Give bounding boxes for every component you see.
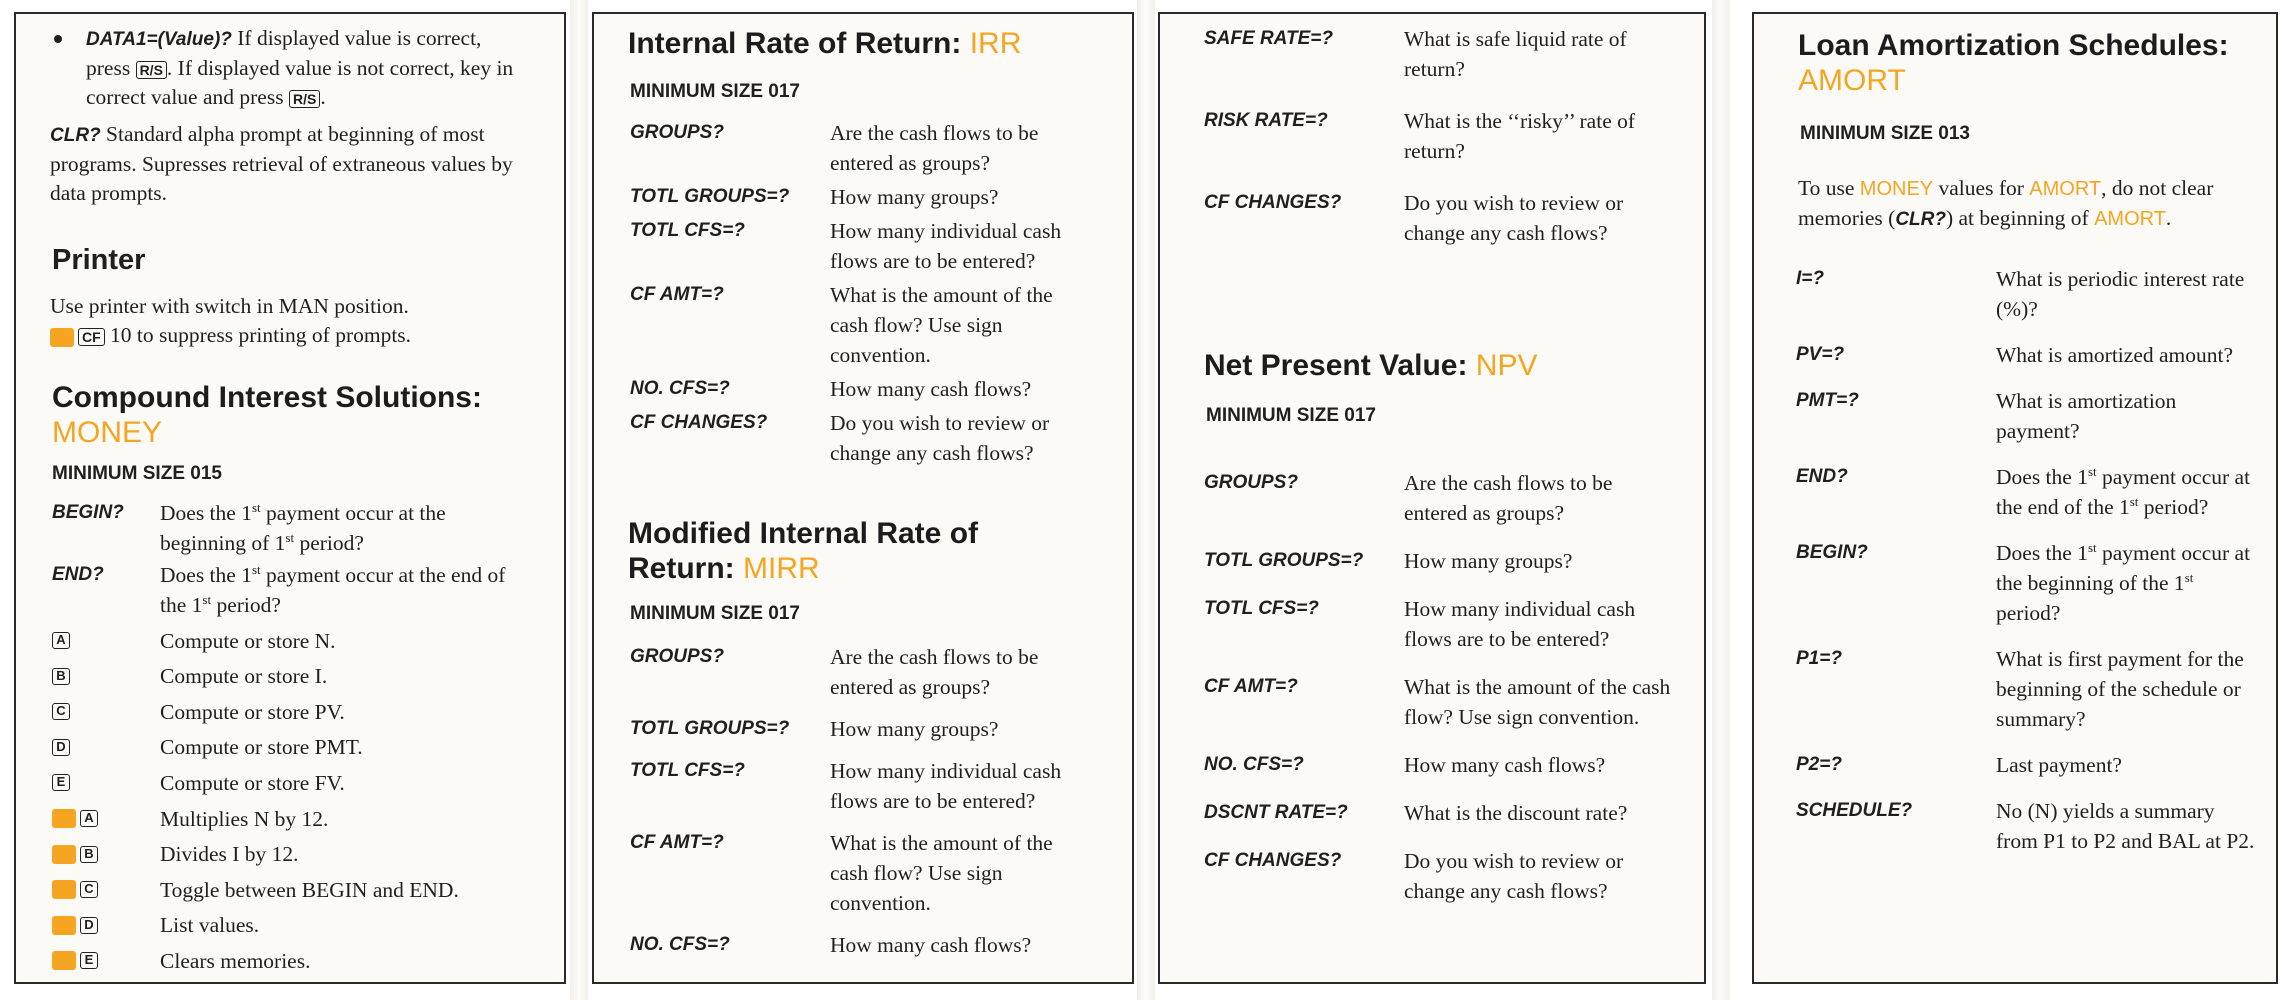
panel-money [14,12,566,984]
npv-table [1204,468,1694,906]
irr-desc: What is the amount of the cash flow? Use sign convention. [830,283,1053,367]
clr-text: Standard alpha prompt at beginning of most programs. Supresses retrieval of extraneous values by data prompts. [50,122,513,205]
data1-block [50,24,520,208]
compound-accent: MONEY [52,416,163,449]
amort-label: P2=? [1796,754,1842,775]
amort-desc: Does the 1st payment occur at the beginning of the 1st period? [1996,539,2251,625]
npv-label: CF AMT=? [1204,676,1298,697]
irr-label: GROUPS? [630,122,724,143]
npv-row [1204,468,1694,528]
irr-minsize: MINIMUM SIZE 017 [630,81,800,102]
panel-amort [1752,12,2278,984]
npv-label: GROUPS? [1204,472,1298,493]
key-cell [52,732,160,762]
key-cell [52,768,160,798]
irr-label: NO. CFS=? [630,378,730,399]
irr-label: CF CHANGES? [630,412,768,433]
npv-minsize: MINIMUM SIZE 017 [1206,405,1376,426]
rs-key-icon: R/S [136,61,167,79]
mirr-minsize: MINIMUM SIZE 017 [630,603,800,624]
key-a-icon: A [80,810,98,827]
npv-label: TOTL CFS=? [1204,598,1319,619]
begin-desc: Does the 1st payment occur at the beginning of 1st period? [160,499,446,555]
irr-row [630,216,1130,276]
mirr-desc: How many individual cash flows are to be entered? [830,759,1062,813]
amort-label: I=? [1796,268,1824,289]
npv-label: CF CHANGES? [1204,850,1342,871]
key-row [52,875,542,905]
clr-paragraph [50,120,520,208]
mirr-row [630,930,1130,960]
irr-desc: How many cash flows? [830,377,1032,401]
shift-key-icon [52,916,76,935]
irr-row [630,408,1130,468]
irr-heading [628,26,1021,61]
mirr-heading [628,516,1108,586]
amort-intro: To use MONEY values for AMORT, do not clear memories (CLR?) at beginning of AMORT. [1798,176,2214,230]
npv-desc: How many groups? [1404,549,1573,573]
shift-key-icon [52,951,76,970]
amort-heading [1798,28,2268,98]
key-desc: Clears memories. [160,948,311,973]
amort-desc: What is first payment for the beginning of the schedule or summary? [1996,647,2244,731]
key-desc: Compute or store PV. [160,699,345,724]
begin-row [52,498,542,558]
amort-accent: AMORT [1798,64,1906,97]
key-row [52,732,542,762]
p3-row [1204,24,1694,84]
amort-minsize: MINIMUM SIZE 013 [1800,123,1970,144]
npv-accent: NPV [1475,349,1538,382]
amort-label: PMT=? [1796,390,1859,411]
key-row [52,697,542,727]
key-c-icon: C [52,703,70,720]
key-desc: List values. [160,913,260,938]
npv-row [1204,594,1694,654]
amort-row [1796,386,2266,446]
mirr-row [630,828,1130,918]
irr-row [630,182,1130,212]
mirr-continued-table [1204,24,1694,248]
amort-row [1796,750,2266,780]
key-cell [52,910,160,940]
p3-row [1204,188,1694,248]
fold-3 [1712,0,1730,1000]
shift-key-icon [52,880,76,899]
printer-text-2: 10 to suppress printing of prompts. [110,323,412,347]
amort-desc: What is amortized amount? [1996,343,2234,367]
amort-label: SCHEDULE? [1796,800,1913,821]
amort-table [1796,264,2266,856]
panel-npv [1158,12,1706,984]
amort-row [1796,538,2266,628]
irr-desc: How many groups? [830,185,999,209]
key-desc: Multiplies N by 12. [160,806,329,831]
mirr-table [630,642,1130,960]
npv-row [1204,546,1694,576]
end-desc: Does the 1st payment occur at the end of the 1st period? [160,561,506,617]
bullet-icon [54,35,62,43]
amort-title: Loan Amortization Schedules: [1798,29,2229,62]
key-e-icon: E [52,774,70,791]
cf-key-icon: CF [78,328,105,346]
key-cell [52,626,160,656]
key-d-icon: D [52,739,70,756]
key-a-icon: A [52,632,70,649]
money-table [52,498,542,976]
npv-desc: What is the discount rate? [1404,801,1628,825]
npv-desc: Do you wish to review or change any cash flows? [1404,849,1624,903]
compound-title: Compound Interest Solutions: [52,381,482,414]
amort-label: BEGIN? [1796,542,1868,563]
end-row [52,560,542,620]
key-cell [52,804,160,834]
printer-text: Use printer with switch in MAN position. [50,294,409,318]
fold-1 [570,0,588,1000]
rs-key-icon: R/S [289,90,320,108]
data1-text-a: If displayed value is correct, press [86,26,482,80]
mirr-row [630,756,1130,816]
irr-row [630,118,1130,178]
key-desc: Compute or store PMT. [160,735,363,760]
key-desc: Compute or store FV. [160,770,345,795]
amort-desc: What is periodic interest rate (%)? [1996,267,2245,321]
panel-irr [592,12,1134,984]
key-d-icon: D [80,917,98,934]
money-minsize: MINIMUM SIZE 015 [52,463,222,484]
npv-desc: Are the cash flows to be entered as groups? [1404,471,1613,525]
key-desc: Compute or store I. [160,664,328,689]
irr-accent: IRR [969,27,1022,60]
key-desc: Compute or store N. [160,628,336,653]
end-label: END? [52,564,104,585]
mirr-desc: What is the amount of the cash flow? Use sign convention. [830,831,1053,915]
fold-2 [1137,0,1155,1000]
npv-label: DSCNT RATE=? [1204,802,1348,823]
mirr-row [630,642,1130,702]
key-desc: Divides I by 12. [160,842,299,867]
key-cell [52,839,160,869]
key-row [52,910,542,940]
data1-text-c: . [320,85,326,109]
data1-label: DATA1 [86,29,147,50]
begin-label: BEGIN? [52,502,124,523]
key-b-icon: B [52,668,70,685]
key-desc: Toggle between BEGIN and END. [160,877,459,902]
key-cell [52,661,160,691]
mirr-row [630,714,1130,744]
irr-table [630,118,1130,468]
mirr-label: NO. CFS=? [630,934,730,955]
npv-desc: How many individual cash flows are to be entered? [1404,597,1636,651]
shift-key-icon [52,809,76,828]
key-row [52,768,542,798]
amort-desc: Last payment? [1996,753,2122,777]
key-row [52,661,542,691]
key-row [52,839,542,869]
npv-desc: What is the amount of the cash flow? Use sign convention. [1404,675,1671,729]
p3-label: CF CHANGES? [1204,192,1342,213]
printer-heading: Printer [52,244,146,276]
mirr-label: TOTL CFS=? [630,760,745,781]
amort-label: PV=? [1796,344,1845,365]
mirr-desc: How many groups? [830,717,999,741]
p3-label: SAFE RATE=? [1204,28,1333,49]
p3-row [1204,106,1694,166]
key-cell [52,697,160,727]
p3-desc: What is the ‘‘risky’’ rate of return? [1404,109,1636,163]
amort-row [1796,462,2266,522]
mirr-label: GROUPS? [630,646,724,667]
printer-paragraph [50,292,530,350]
shift-key-icon [52,845,76,864]
amort-label: P1=? [1796,648,1842,669]
mirr-desc: How many cash flows? [830,933,1032,957]
amort-desc: Does the 1st payment occur at the end of the 1st period? [1996,463,2251,519]
key-row [52,946,542,976]
irr-label: TOTL GROUPS=? [630,186,790,207]
amort-row [1796,340,2266,370]
npv-row [1204,750,1694,780]
mirr-desc: Are the cash flows to be entered as groups? [830,645,1039,699]
irr-label: TOTL CFS=? [630,220,745,241]
p3-desc: Do you wish to review or change any cash flows? [1404,191,1624,245]
npv-heading [1204,348,1537,383]
key-e-icon: E [80,952,98,969]
npv-row [1204,846,1694,906]
npv-title: Net Present Value: [1204,349,1468,382]
irr-desc: Are the cash flows to be entered as groups? [830,121,1039,175]
key-row [52,626,542,656]
irr-row [630,280,1130,370]
key-list [52,626,542,976]
compound-heading [52,380,552,450]
clr-label: CLR? [50,125,101,146]
irr-row [630,374,1130,404]
mirr-title-1: Modified Internal Rate of [628,517,979,550]
data1-text-b: . If displayed value is not correct, key in correct value and press [86,56,514,109]
npv-desc: How many cash flows? [1404,753,1606,777]
shift-key-icon [50,328,74,347]
amort-row [1796,644,2266,734]
npv-label: NO. CFS=? [1204,754,1304,775]
mirr-label: TOTL GROUPS=? [630,718,790,739]
key-b-icon: B [80,846,98,863]
irr-desc: How many individual cash flows are to be entered? [830,219,1062,273]
mirr-title-2: Return: [628,552,735,585]
irr-title: Internal Rate of Return: [628,27,962,60]
amort-label: END? [1796,466,1848,487]
npv-label: TOTL GROUPS=? [1204,550,1364,571]
amort-row [1796,264,2266,324]
mirr-accent: MIRR [743,552,820,585]
mirr-label: CF AMT=? [630,832,724,853]
p3-label: RISK RATE=? [1204,110,1328,131]
irr-label: CF AMT=? [630,284,724,305]
amort-desc: What is amortization payment? [1996,389,2177,443]
npv-row [1204,672,1694,732]
amort-row [1796,796,2266,856]
amort-desc: No (N) yields a summary from P1 to P2 and BAL at P2. [1996,799,2255,853]
key-cell [52,946,160,976]
p3-desc: What is safe liquid rate of return? [1404,27,1627,81]
npv-row [1204,798,1694,828]
data1-prompt: =(Value)? [146,29,232,50]
key-row [52,804,542,834]
key-c-icon: C [80,881,98,898]
key-cell [52,875,160,905]
irr-desc: Do you wish to review or change any cash flows? [830,411,1050,465]
